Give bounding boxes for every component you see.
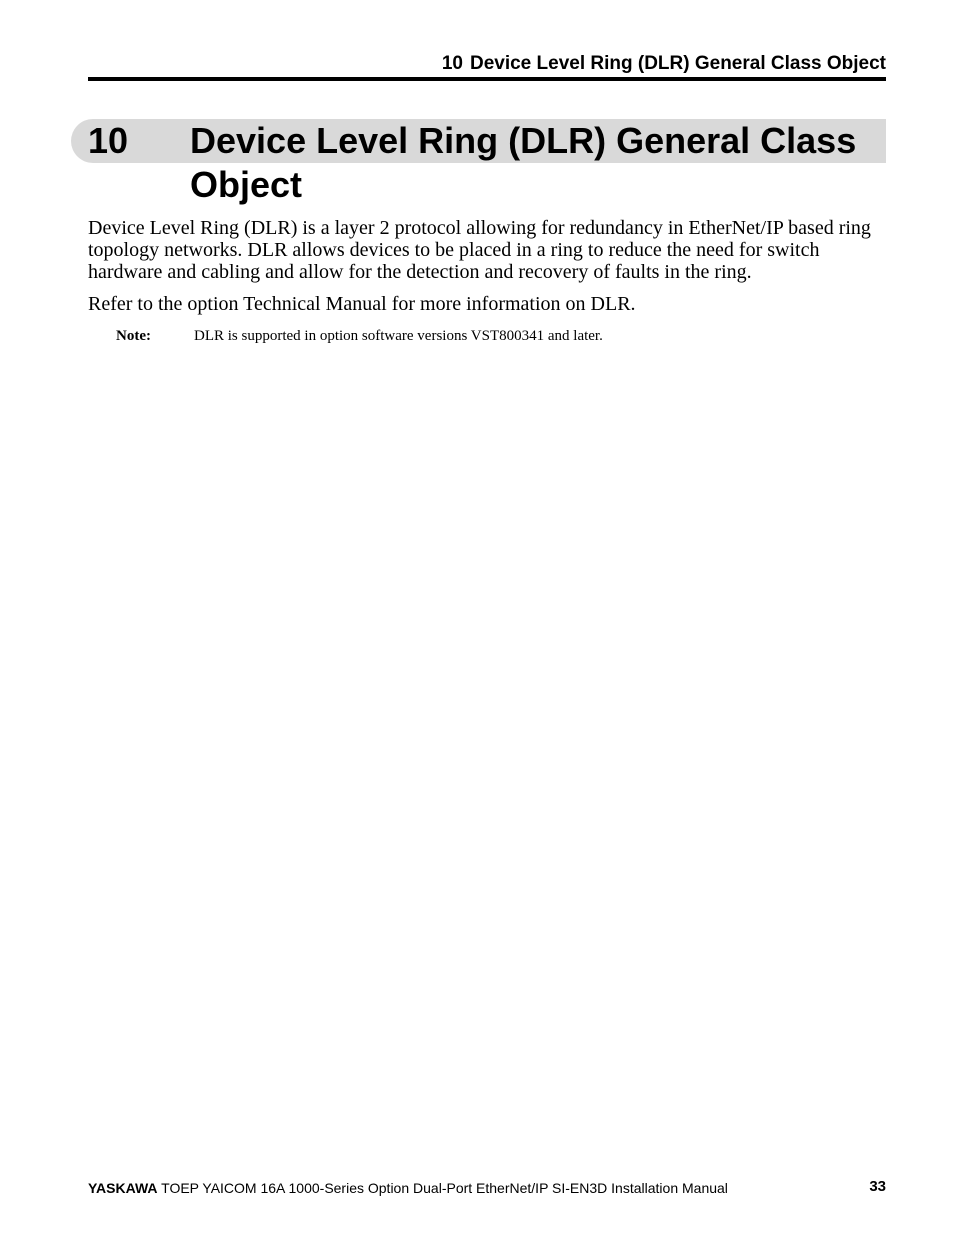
note-label: Note: xyxy=(116,328,151,344)
running-header-number: 10 xyxy=(441,53,463,74)
page-number: 33 xyxy=(869,1178,886,1195)
header-rule xyxy=(88,77,886,81)
section-title: Device Level Ring (DLR) General Class Object xyxy=(190,120,857,205)
body-paragraph: Device Level Ring (DLR) is a layer 2 protocol allowing for redundancy in EtherNet/IP based ring topology networks. DLR allows devices to be placed in a ring to reduce the need for switch hardware and cabling and allow for the detection and recovery of faults in the ring. xyxy=(88,217,871,283)
section-number: 10 xyxy=(88,120,129,161)
body-paragraph: Refer to the option Technical Manual for more information on DLR. xyxy=(88,293,636,315)
note xyxy=(116,327,603,345)
footer-manual-title: TOEP YAICOM 16A 1000-Series Option Dual-Port EtherNet/IP SI-EN3D Installation Manual xyxy=(157,1180,728,1196)
running-header-title: Device Level Ring (DLR) General Class Object xyxy=(469,53,886,74)
footer xyxy=(88,1179,728,1197)
footer-brand: YASKAWA xyxy=(88,1180,158,1196)
note-text: DLR is supported in option software versions VST800341 and later. xyxy=(194,328,603,344)
running-header xyxy=(88,52,886,76)
